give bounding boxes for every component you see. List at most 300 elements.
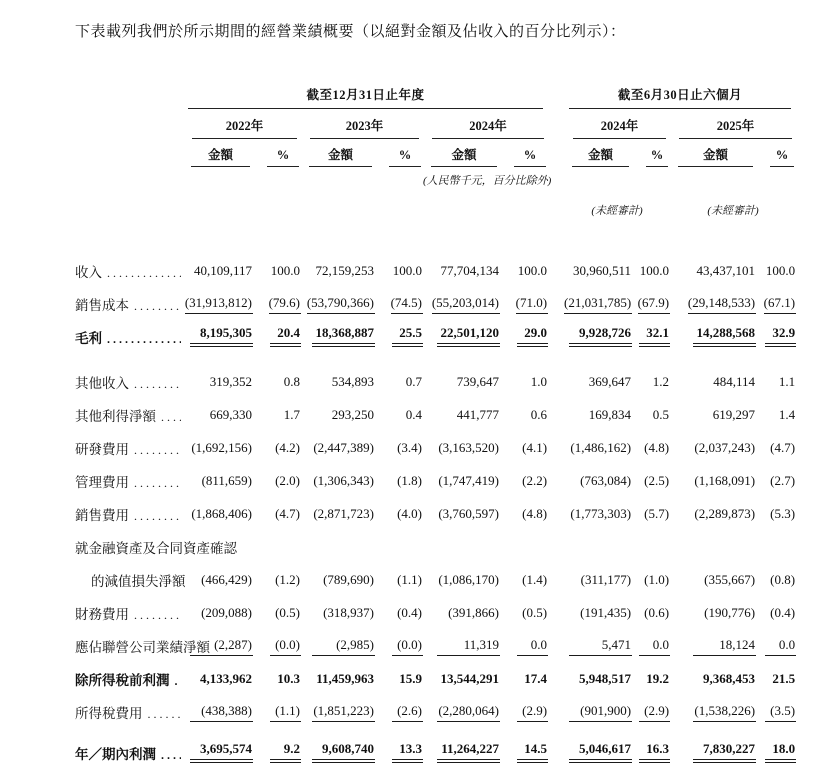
- amount-cell: [564, 458, 632, 491]
- row-label-text: 的減值損失淨額: [91, 574, 186, 589]
- amount-cell: [301, 425, 375, 458]
- percent-value: 0.0: [765, 637, 796, 656]
- column-gap: [548, 689, 564, 722]
- amount-cell: [564, 425, 632, 458]
- percent-value: 29.0: [517, 325, 548, 347]
- percent-cell: [500, 458, 548, 491]
- percent-value: (3.5): [765, 703, 796, 722]
- currency-note: (人民幣千元，百分比除外): [423, 175, 552, 187]
- amount-cell: [670, 722, 756, 763]
- percent-value: (67.9): [638, 295, 670, 314]
- percent-cell: [632, 425, 670, 458]
- interim-2024-header: 2024年: [573, 116, 666, 139]
- amount-cell: [670, 425, 756, 458]
- row-label-cell: [75, 656, 183, 689]
- intro-text: 下表載列我們於所示期間的經營業績概要（以絕對金額及佔收入的百分比列示）：: [75, 24, 626, 40]
- amount-value: (55,203,014): [432, 295, 500, 314]
- percent-cell: [632, 491, 670, 524]
- row-label-text: 銷售費用: [75, 508, 129, 523]
- amount-cell: [301, 689, 375, 722]
- percent-cell: [756, 347, 796, 392]
- amount-cell: [183, 557, 253, 590]
- percent-value: (2.5): [644, 473, 670, 488]
- amount-value: (21,031,785): [564, 295, 632, 314]
- amount-cell: [564, 314, 632, 347]
- row-label-cell: [75, 524, 237, 557]
- percent-cell: [375, 314, 423, 347]
- amount-header: 金額: [678, 145, 753, 167]
- column-gap: [548, 458, 564, 491]
- percent-cell: [632, 623, 670, 656]
- amount-cell: [301, 314, 375, 347]
- percent-cell: [375, 689, 423, 722]
- percent-value: (0.4): [397, 605, 422, 620]
- percent-value: 25.5: [392, 325, 423, 347]
- percent-value: 32.1: [639, 325, 670, 347]
- column-gap: [548, 347, 564, 392]
- percent-value: (0.0): [270, 637, 301, 656]
- percent-cell: [756, 557, 796, 590]
- amount-value: 11,319: [437, 637, 500, 656]
- percent-value: (1.4): [522, 572, 548, 587]
- amount-value: 7,830,227: [693, 741, 756, 763]
- amount-value: (1,868,406): [191, 506, 252, 521]
- percent-cell: [375, 722, 423, 763]
- percent-value: 1.4: [778, 407, 796, 422]
- amount-value: 43,437,101: [696, 263, 756, 278]
- amount-cell: [301, 281, 375, 314]
- column-gap: [548, 281, 564, 314]
- percent-value: 14.5: [517, 741, 548, 763]
- percent-value: (0.5): [522, 605, 548, 620]
- amount-value: (209,088): [201, 605, 252, 620]
- amount-value: (1,086,170): [438, 572, 499, 587]
- percent-cell: [756, 281, 796, 314]
- amount-cell: [301, 590, 375, 623]
- percent-cell: [756, 248, 796, 281]
- percent-cell: [756, 314, 796, 347]
- percent-value: 0.6: [530, 407, 548, 422]
- amount-cell: [183, 314, 253, 347]
- unaudited-note-row: [75, 188, 796, 218]
- percent-cell: [253, 347, 301, 392]
- column-gap: [548, 623, 564, 656]
- percent-cell: [253, 314, 301, 347]
- amount-value: 22,501,120: [437, 325, 500, 347]
- amount-cell: [670, 557, 756, 590]
- table-row: [75, 689, 796, 722]
- percent-cell: [756, 458, 796, 491]
- percent-value: (1.1): [270, 703, 301, 722]
- amount-cell: [183, 590, 253, 623]
- percent-header: %: [389, 148, 421, 167]
- amount-cell: [423, 314, 500, 347]
- table-row: [75, 314, 796, 347]
- measure-header-row: [75, 139, 796, 167]
- amount-cell: [670, 491, 756, 524]
- amount-value: (53,790,366): [307, 295, 375, 314]
- amount-cell: [301, 623, 375, 656]
- amount-value: 5,471: [569, 637, 632, 656]
- row-label-text: 就金融資產及合同資產確認: [75, 541, 237, 556]
- percent-cell: [253, 557, 301, 590]
- table-row: [75, 458, 796, 491]
- amount-value: 11,459,963: [316, 671, 374, 686]
- percent-value: (0.8): [770, 572, 796, 587]
- amount-value: (1,773,303): [570, 506, 632, 521]
- percent-cell: [500, 656, 548, 689]
- percent-value: (1.8): [397, 473, 422, 488]
- percent-cell: [375, 425, 423, 458]
- percent-cell: [632, 590, 670, 623]
- amount-cell: [423, 689, 500, 722]
- amount-cell: [301, 392, 375, 425]
- row-label-cell: [75, 491, 183, 524]
- percent-value: 0.5: [652, 407, 670, 422]
- amount-value: 9,928,726: [569, 325, 632, 347]
- amount-value: 18,368,887: [312, 325, 375, 347]
- row-label-cell: [75, 314, 183, 347]
- table-row: [75, 656, 796, 689]
- amount-value: 484,114: [713, 374, 756, 389]
- amount-value: 319,352: [209, 374, 252, 389]
- amount-value: (1,168,091): [694, 473, 756, 488]
- dot-leader: [134, 442, 181, 458]
- percent-value: (4.1): [522, 440, 548, 455]
- percent-cell: [632, 656, 670, 689]
- amount-cell: [670, 689, 756, 722]
- percent-cell: [500, 590, 548, 623]
- amount-cell: [183, 722, 253, 763]
- amount-value: (29,148,533): [688, 295, 756, 314]
- amount-cell: [564, 623, 632, 656]
- amount-value: 3,695,574: [190, 741, 253, 763]
- amount-cell: [670, 248, 756, 281]
- percent-cell: [253, 722, 301, 763]
- amount-value: (789,690): [323, 572, 374, 587]
- percent-cell: [756, 656, 796, 689]
- amount-value: (811,659): [201, 473, 252, 488]
- percent-value: (4.2): [275, 440, 300, 455]
- percent-cell: [375, 392, 423, 425]
- amount-value: 619,297: [712, 407, 756, 422]
- amount-value: (191,435): [580, 605, 632, 620]
- dot-leader: [134, 475, 181, 491]
- amount-cell: [183, 248, 253, 281]
- row-label-text: 年／期內利潤: [75, 747, 156, 762]
- percent-cell: [632, 392, 670, 425]
- column-gap: [548, 491, 564, 524]
- table-row: [75, 392, 796, 425]
- percent-cell: [375, 491, 423, 524]
- percent-value: 16.3: [639, 741, 670, 763]
- year-2024-header: 2024年: [432, 116, 544, 139]
- amount-value: (190,776): [704, 605, 756, 620]
- percent-value: (67.1): [764, 295, 796, 314]
- amount-cell: [183, 281, 253, 314]
- percent-value: 1.7: [283, 407, 300, 422]
- year-2022-header: 2022年: [192, 116, 297, 139]
- amount-cell: [183, 392, 253, 425]
- amount-value: 293,250: [331, 407, 374, 422]
- percent-cell: [632, 524, 670, 557]
- percent-value: 10.3: [277, 671, 300, 686]
- percent-value: (2.2): [522, 473, 548, 488]
- amount-cell: [670, 656, 756, 689]
- amount-cell: [183, 623, 253, 656]
- column-gap: [548, 722, 564, 763]
- interim-2025-header: 2025年: [679, 116, 792, 139]
- amount-value: (355,667): [704, 572, 756, 587]
- amount-value: (1,747,419): [438, 473, 499, 488]
- amount-cell: [670, 314, 756, 347]
- amount-cell: [301, 491, 375, 524]
- percent-value: 0.7: [405, 374, 422, 389]
- amount-cell: [564, 281, 632, 314]
- percent-value: 100.0: [639, 263, 670, 278]
- row-label-text: 收入: [75, 265, 102, 280]
- row-label-cell: [75, 458, 183, 491]
- table-row: [75, 248, 796, 281]
- percent-cell: [375, 281, 423, 314]
- percent-cell: [253, 281, 301, 314]
- amount-value: 534,893: [331, 374, 374, 389]
- amount-cell: [564, 248, 632, 281]
- percent-cell: [632, 722, 670, 763]
- amount-value: (311,177): [580, 572, 632, 587]
- percent-cell: [756, 524, 796, 557]
- amount-value: (1,306,343): [313, 473, 374, 488]
- percent-value: 100.0: [517, 263, 548, 278]
- percent-value: (1.2): [275, 572, 300, 587]
- amount-cell: [564, 557, 632, 590]
- amount-value: 369,647: [588, 374, 632, 389]
- amount-value: (2,287): [190, 637, 253, 656]
- percent-cell: [500, 281, 548, 314]
- amount-value: (3,760,597): [438, 506, 499, 521]
- percent-cell: [500, 491, 548, 524]
- percent-value: (2.0): [275, 473, 300, 488]
- amount-value: 11,264,227: [437, 741, 500, 763]
- row-label-cell: [75, 557, 186, 590]
- dot-leader: [175, 673, 182, 689]
- percent-cell: [375, 524, 423, 557]
- amount-cell: [301, 722, 375, 763]
- percent-value: 19.2: [646, 671, 670, 686]
- amount-cell: [670, 623, 756, 656]
- percent-cell: [500, 314, 548, 347]
- percent-cell: [500, 623, 548, 656]
- percent-value: (4.8): [522, 506, 548, 521]
- percent-cell: [253, 656, 301, 689]
- row-label-text: 其他收入: [75, 376, 129, 391]
- amount-value: 5,046,617: [569, 741, 632, 763]
- row-label-cell: [75, 689, 183, 722]
- amount-value: (763,084): [580, 473, 632, 488]
- row-label-cell: [75, 347, 183, 392]
- table-row: [75, 425, 796, 458]
- dot-leader: [134, 298, 181, 314]
- amount-value: (391,866): [448, 605, 499, 620]
- table-row: [75, 590, 796, 623]
- percent-header: %: [770, 148, 794, 167]
- amount-cell: [564, 722, 632, 763]
- row-label-text: 財務費用: [75, 607, 129, 622]
- percent-cell: [375, 347, 423, 392]
- amount-cell: [301, 458, 375, 491]
- percent-cell: [632, 557, 670, 590]
- amount-cell: [423, 590, 500, 623]
- percent-value: 20.4: [270, 325, 301, 347]
- dot-leader: [148, 706, 182, 722]
- percent-value: 9.2: [270, 741, 301, 763]
- amount-cell: [423, 248, 500, 281]
- percent-cell: [253, 392, 301, 425]
- percent-value: 1.2: [652, 374, 670, 389]
- amount-header: 金額: [572, 145, 629, 167]
- amount-value: (318,937): [323, 605, 374, 620]
- table-row: [75, 347, 796, 392]
- amount-cell: [183, 689, 253, 722]
- row-label-text: 應佔聯營公司業績淨額: [75, 640, 210, 655]
- percent-cell: [756, 689, 796, 722]
- percent-value: 1.0: [530, 374, 548, 389]
- amount-cell: [183, 347, 253, 392]
- amount-cell: [564, 524, 632, 557]
- amount-value: 5,948,517: [579, 671, 632, 686]
- percent-cell: [253, 524, 301, 557]
- percent-cell: [253, 689, 301, 722]
- percent-cell: [253, 590, 301, 623]
- amount-value: 4,133,962: [200, 671, 252, 686]
- amount-value: (1,538,226): [693, 703, 756, 722]
- dot-leader: [161, 409, 181, 425]
- amount-cell: [423, 458, 500, 491]
- amount-value: (438,388): [190, 703, 253, 722]
- amount-header: 金額: [431, 145, 497, 167]
- amount-cell: [423, 722, 500, 763]
- amount-value: 30,960,511: [573, 263, 632, 278]
- amount-value: (1,486,162): [570, 440, 632, 455]
- amount-value: 9,368,453: [703, 671, 756, 686]
- percent-value: 13.3: [392, 741, 423, 763]
- financial-summary-table: [75, 73, 796, 763]
- amount-value: 14,288,568: [693, 325, 756, 347]
- amount-cell: [183, 458, 253, 491]
- amount-value: 72,159,253: [315, 263, 374, 278]
- percent-cell: [375, 458, 423, 491]
- percent-cell: [756, 425, 796, 458]
- row-label-cell: [75, 425, 183, 458]
- percent-value: (3.4): [397, 440, 422, 455]
- amount-value: 40,109,117: [193, 263, 252, 278]
- amount-value: 18,124: [693, 637, 756, 656]
- percent-cell: [756, 590, 796, 623]
- percent-cell: [375, 248, 423, 281]
- amount-cell: [423, 491, 500, 524]
- percent-value: (4.7): [275, 506, 300, 521]
- percent-cell: [632, 281, 670, 314]
- table-row: [75, 281, 796, 314]
- amount-cell: [301, 656, 375, 689]
- amount-cell: [564, 491, 632, 524]
- percent-value: (0.4): [770, 605, 796, 620]
- percent-value: (4.7): [770, 440, 796, 455]
- percent-value: 18.0: [765, 741, 796, 763]
- row-label-text: 研發費用: [75, 442, 129, 457]
- annual-group-header: 截至12月31日止年度: [188, 85, 543, 109]
- table-row: [75, 491, 796, 524]
- amount-cell: [423, 623, 500, 656]
- column-gap: [548, 590, 564, 623]
- percent-value: (2.9): [517, 703, 548, 722]
- dot-leader: [107, 331, 181, 347]
- percent-value: 21.5: [772, 671, 796, 686]
- amount-value: 77,704,134: [440, 263, 499, 278]
- percent-value: 0.0: [517, 637, 548, 656]
- percent-header: %: [514, 148, 546, 167]
- table-body: [75, 248, 796, 763]
- row-label-text: 其他利得淨額: [75, 409, 156, 424]
- amount-value: (2,871,723): [313, 506, 374, 521]
- percent-value: 1.1: [778, 374, 796, 389]
- amount-cell: [183, 491, 253, 524]
- amount-value: (466,429): [201, 572, 252, 587]
- table-row: [75, 623, 796, 656]
- amount-cell: [564, 590, 632, 623]
- percent-cell: [632, 458, 670, 491]
- amount-value: (31,913,812): [185, 295, 253, 314]
- percent-cell: [756, 623, 796, 656]
- row-label-cell: [75, 722, 183, 763]
- amount-cell: [423, 557, 500, 590]
- amount-value: 669,330: [209, 407, 252, 422]
- percent-cell: [500, 722, 548, 763]
- column-gap: [548, 248, 564, 281]
- unaudited-note: (未經審計): [707, 205, 759, 217]
- amount-value: (2,447,389): [313, 440, 374, 455]
- amount-cell: [670, 524, 756, 557]
- percent-value: (74.5): [391, 295, 423, 314]
- row-label-text: 除所得稅前利潤: [75, 673, 170, 688]
- percent-cell: [253, 458, 301, 491]
- dot-leader: [161, 747, 181, 763]
- amount-cell: [670, 392, 756, 425]
- row-label-cell: [75, 281, 183, 314]
- percent-cell: [500, 425, 548, 458]
- percent-cell: [375, 623, 423, 656]
- amount-value: (2,037,243): [694, 440, 756, 455]
- percent-cell: [632, 347, 670, 392]
- percent-cell: [253, 491, 301, 524]
- percent-header: %: [646, 148, 668, 167]
- amount-cell: [670, 590, 756, 623]
- year-2023-header: 2023年: [310, 116, 419, 139]
- percent-value: 15.9: [399, 671, 422, 686]
- amount-value: (1,851,223): [312, 703, 375, 722]
- column-gap: [548, 314, 564, 347]
- row-label-text: 銷售成本: [75, 298, 129, 313]
- amount-cell: [564, 656, 632, 689]
- amount-cell: [423, 425, 500, 458]
- amount-cell: [564, 392, 632, 425]
- percent-cell: [756, 392, 796, 425]
- percent-value: (5.3): [770, 506, 796, 521]
- amount-value: (2,985): [312, 637, 375, 656]
- row-label-text: 毛利: [75, 331, 102, 346]
- percent-cell: [375, 656, 423, 689]
- percent-cell: [632, 689, 670, 722]
